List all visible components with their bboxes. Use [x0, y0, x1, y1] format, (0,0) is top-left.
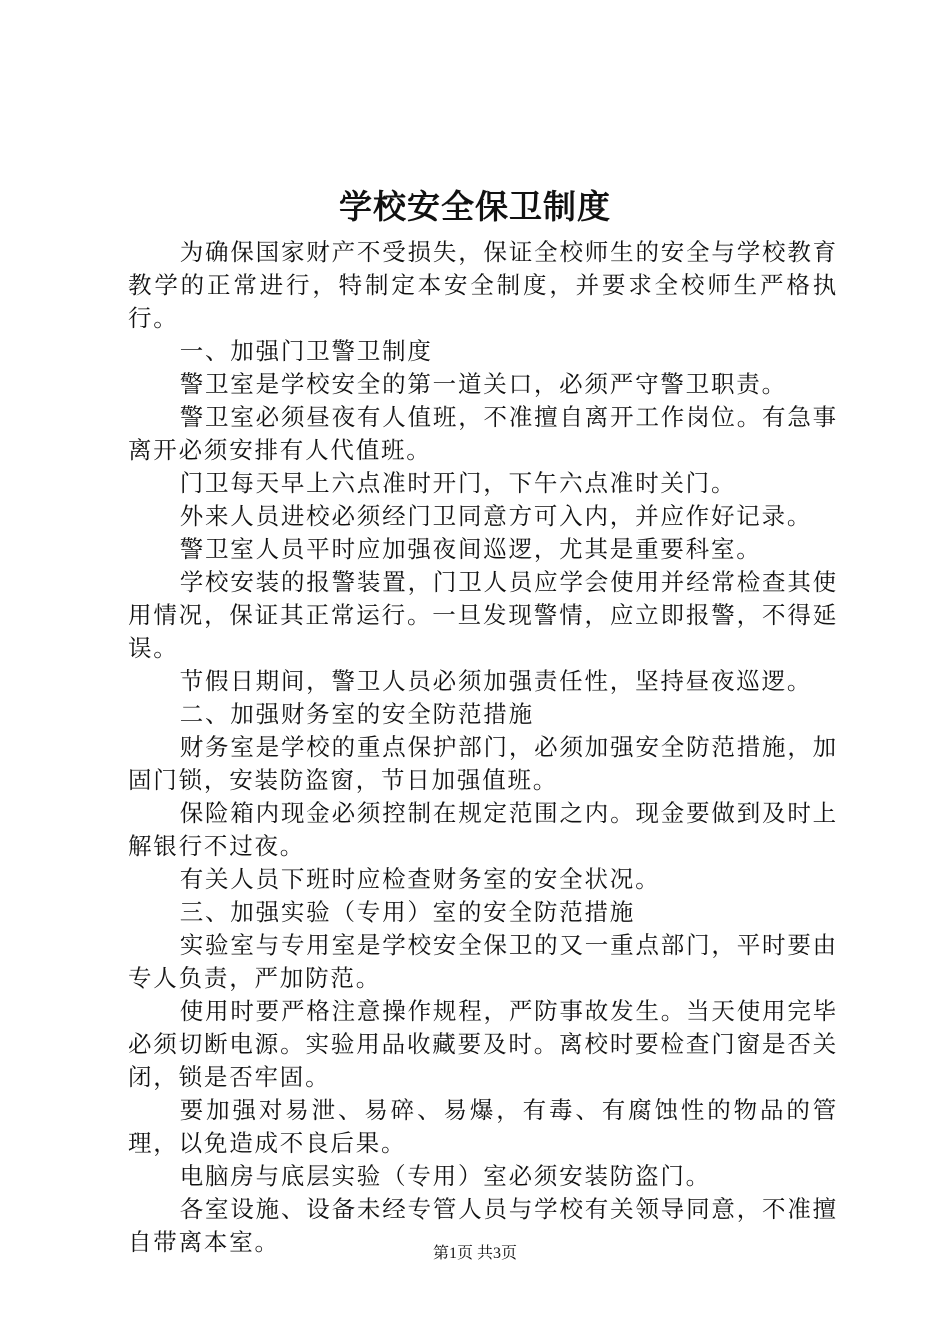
paragraph-intro: 为确保国家财产不受损失，保证全校师生的安全与学校教育教学的正常进行，特制定本安全制度，并要求全校师生严格执行。 [128, 238, 838, 332]
paragraph: 保险箱内现金必须控制在规定范围之内。现金要做到及时上解银行不过夜。 [128, 799, 838, 860]
paragraph: 各室设施、设备未经专管人员与学校有关领导同意，不准擅自带离本室。 [128, 1195, 838, 1256]
paragraph: 电脑房与底层实验（专用）室必须安装防盗门。 [179, 1162, 711, 1190]
paragraph: 警卫室必须昼夜有人值班，不准擅自离开工作岗位。有急事离开必须安排有人代值班。 [128, 403, 838, 464]
paragraph: 节假日期间，警卫人员必须加强责任性，坚持昼夜巡逻。 [179, 667, 813, 695]
paragraph: 实验室与专用室是学校安全保卫的又一重点部门，平时要由专人负责，严加防范。 [128, 931, 838, 992]
section-heading-3: 三、加强实验（专用）室的安全防范措施 [179, 898, 636, 926]
paragraph: 有关人员下班时应检查财务室的安全状况。 [179, 865, 661, 893]
section-heading-1: 一、加强门卫警卫制度 [179, 337, 433, 365]
paragraph: 警卫室是学校安全的第一道关口，必须严守警卫职责。 [179, 370, 787, 398]
paragraph: 要加强对易泄、易碎、易爆，有毒、有腐蚀性的物品的管理，以免造成不良后果。 [128, 1096, 838, 1157]
paragraph: 学校安装的报警装置，门卫人员应学会使用并经常检查其使用情况，保证其正常运行。一旦发现警情，应立即报警，不得延误。 [128, 568, 838, 662]
page-footer: 第1页 共3页 [432, 1245, 517, 1262]
document-body [128, 236, 838, 1259]
paragraph: 外来人员进校必须经门卫同意方可入内，并应作好记录。 [179, 502, 813, 530]
paragraph: 财务室是学校的重点保护部门，必须加强安全防范措施，加固门锁，安装防盗窗，节日加强值班。 [128, 733, 838, 794]
paragraph: 使用时要严格注意操作规程，严防事故发生。当天使用完毕必须切断电源。实验用品收藏要及时。离校时要检查门窗是否关闭，锁是否牢固。 [128, 997, 838, 1091]
paragraph: 门卫每天早上六点准时开门，下午六点准时关门。 [179, 469, 737, 497]
paragraph: 警卫室人员平时应加强夜间巡逻，尤其是重要科室。 [179, 535, 762, 563]
document-title: 学校安全保卫制度 [339, 187, 611, 226]
section-heading-2: 二、加强财务室的安全防范措施 [179, 700, 534, 728]
